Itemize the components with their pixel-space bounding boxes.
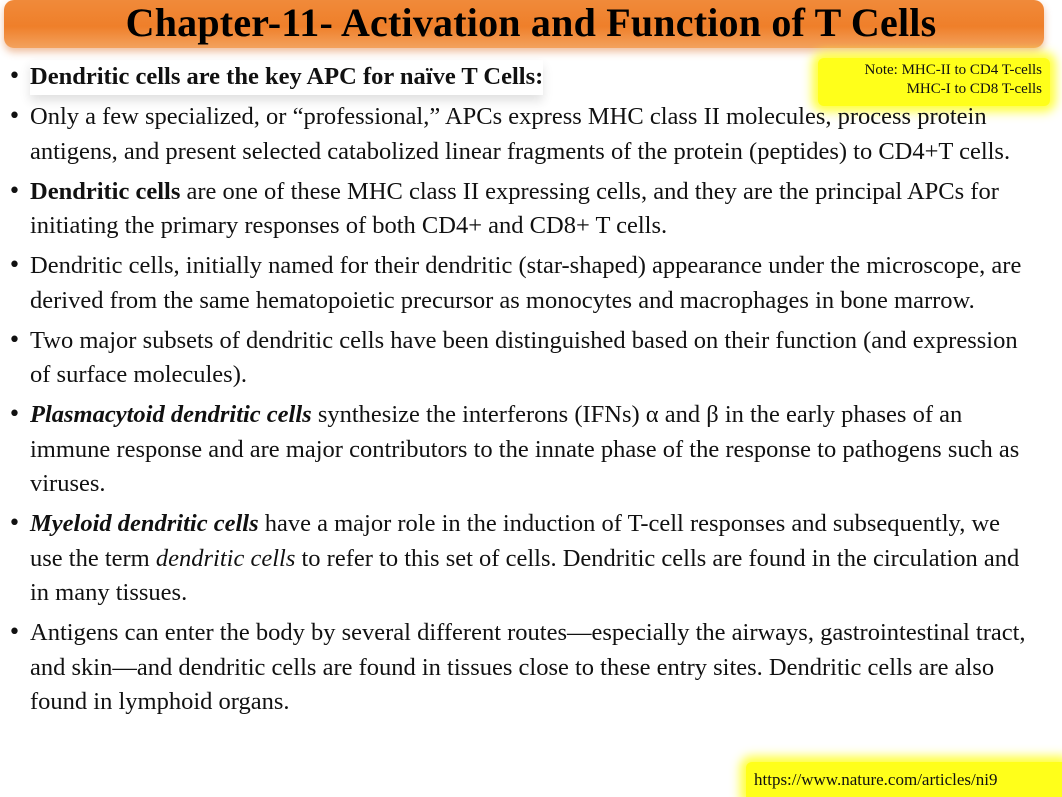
bullet-text: Only a few specialized, or “professional,” APCs express MHC class II molecules, process protein antigens, and present selected catabolized linear fragments of the protein (peptides) to CD4+T cells. [30, 103, 1011, 165]
bullet-bold-text: Dendritic cells [30, 177, 181, 205]
note-line-1: Note: MHC-II to CD4 T-cells [864, 62, 1042, 78]
slide-title: Chapter-11- Activation and Function of T Cells [125, 0, 937, 45]
bullet-text: Dendritic cells, initially named for their dendritic (star-shaped) appearance under the microscope, are derived from the same hematopoietic precursor as monocytes and macrophages in bone marrow. [30, 252, 1022, 314]
bullet-text: synthesize the interferons (IFNs) α and β in the early phases of an immune response and are major contributors to the innate phase of the response to pathogens such as viruses. [30, 401, 1020, 497]
bullet-text: Two major subsets of dendritic cells have been distinguished based on their function (and expression of surface molecules). [30, 326, 1018, 388]
bullet-item-key-apc [0, 60, 1062, 95]
bullet-bold-text: Dendritic cells are the key APC for naïve T Cells: [30, 60, 543, 95]
bullet-item-plasmacytoid [0, 398, 1062, 502]
bullet-text: Antigens can enter the body by several different routes—especially the airways, gastrointestinal tract, and skin—and dendritic cells are found in tissues close to these entry sites. Dendritic cells are also found in lymphoid organs. [30, 619, 1026, 715]
bullet-item-myeloid [0, 507, 1062, 611]
bullet-list [0, 60, 1062, 725]
bullet-item-dendritic-mhc-ii [0, 175, 1062, 244]
nature-article-link[interactable]: https://www.nature.com/articles/ni9 [746, 762, 1062, 797]
bullet-item-two-subsets [0, 324, 1062, 393]
bullet-italic-text: dendritic cells [155, 544, 296, 572]
bullet-item-dendritic-origin [0, 249, 1062, 318]
bullet-text-continued: to refer to this set of cells. Dendritic cells are found in the circulation and in many tissues. [30, 544, 1020, 606]
bullet-text: are one of these MHC class II expressing cells, and they are the principal APCs for initiating the primary responses of both CD4+ and CD8+ T cells. [30, 177, 999, 239]
bullet-bold-italic-text: Plasmacytoid dendritic cells [30, 401, 312, 428]
bullet-bold-italic-text: Myeloid dendritic cells [30, 510, 259, 537]
bullet-item-antigen-routes [0, 616, 1062, 720]
bullet-text: have a major role in the induction of T-cell responses and subsequently, we use the term [30, 510, 1001, 572]
bullet-item-professional-apcs [0, 100, 1062, 169]
note-line-2: MHC-I to CD8 T-cells [906, 81, 1042, 97]
